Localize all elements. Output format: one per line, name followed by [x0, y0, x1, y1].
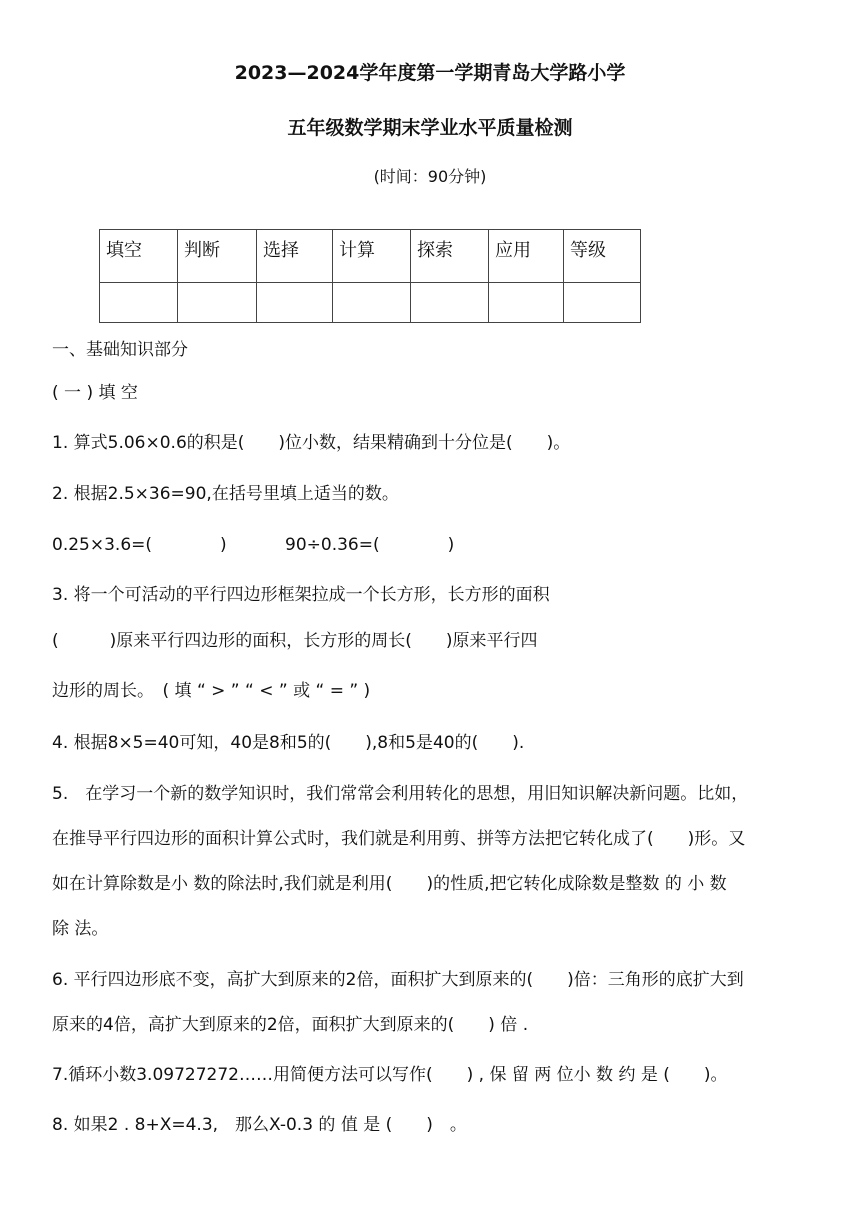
section-heading: 一、基础知识部分: [52, 340, 188, 360]
question-3-line-2: ( )原来平行四边形的面积，长方形的周长( )原来平行四: [52, 631, 538, 651]
subsection-heading: ( 一 ) 填 空: [52, 383, 138, 403]
question-1: 1. 算式5.06×0.6的积是( )位小数，结果精确到十分位是( )。: [52, 433, 571, 453]
score-blank-cell: [257, 283, 333, 323]
question-3-line-3: 边形的周长。 ( 填 “ > ” “ < ” 或 “ = ” ): [52, 681, 371, 701]
score-header-cell: 探索: [411, 230, 489, 283]
score-table-blank-row: [100, 283, 641, 323]
score-table: [99, 229, 641, 323]
score-header-cell: 选择: [257, 230, 333, 283]
score-header-cell: 填空: [100, 230, 178, 283]
question-6-line-1: 6. 平行四边形底不变，高扩大到原来的2倍，面积扩大到原来的( )倍：三角形的底扩大到: [52, 970, 744, 990]
score-blank-cell: [489, 283, 564, 323]
score-blank-cell: [411, 283, 489, 323]
exam-time: (时间：90分钟): [373, 167, 487, 186]
question-2-blank-b: 90÷0.36=( ): [285, 535, 455, 555]
question-5-line-3: 如在计算除数是小 数的除法时,我们就是利用( )的性质,把它转化成除数是整数 的 小 数: [52, 874, 727, 894]
question-8: 8. 如果2 . 8+X=4.3, 那么X-0.3 的 值 是 ( ) 。: [52, 1115, 467, 1135]
question-5-line-4: 除 法。: [52, 919, 109, 939]
question-2-blank-a: 0.25×3.6=( ): [52, 535, 227, 555]
question-7: 7.循环小数3.09727272……用简便方法可以写作( ) , 保 留 两 位小 数 约 是 ( )。: [52, 1065, 728, 1085]
score-header-cell: 应用: [489, 230, 564, 283]
exam-title: 2023—2024学年度第一学期青岛大学路小学: [234, 62, 626, 84]
question-2: 2. 根据2.5×36=90,在括号里填上适当的数。: [52, 484, 399, 504]
exam-subtitle: 五年级数学期末学业水平质量检测: [287, 117, 573, 139]
question-3-line-1: 3. 将一个可活动的平行四边形框架拉成一个长方形，长方形的面积: [52, 585, 550, 605]
question-5-line-2: 在推导平行四边形的面积计算公式时，我们就是利用剪、拼等方法把它转化成了( )形。又: [52, 829, 746, 849]
score-header-cell: 计算: [333, 230, 411, 283]
score-blank-cell: [333, 283, 411, 323]
score-blank-cell: [564, 283, 641, 323]
question-6-line-2: 原来的4倍，高扩大到原来的2倍，面积扩大到原来的( ) 倍 .: [52, 1015, 529, 1035]
question-5-line-1: 5. 在学习一个新的数学知识时，我们常常会利用转化的思想，用旧知识解决新问题。比如，: [52, 784, 749, 804]
score-header-cell: 等级: [564, 230, 641, 283]
score-header-cell: 判断: [178, 230, 257, 283]
score-blank-cell: [100, 283, 178, 323]
score-table-header-row: [100, 230, 641, 283]
question-4: 4. 根据8×5=40可知，40是8和5的( ),8和5是40的( ).: [52, 733, 525, 753]
score-blank-cell: [178, 283, 257, 323]
